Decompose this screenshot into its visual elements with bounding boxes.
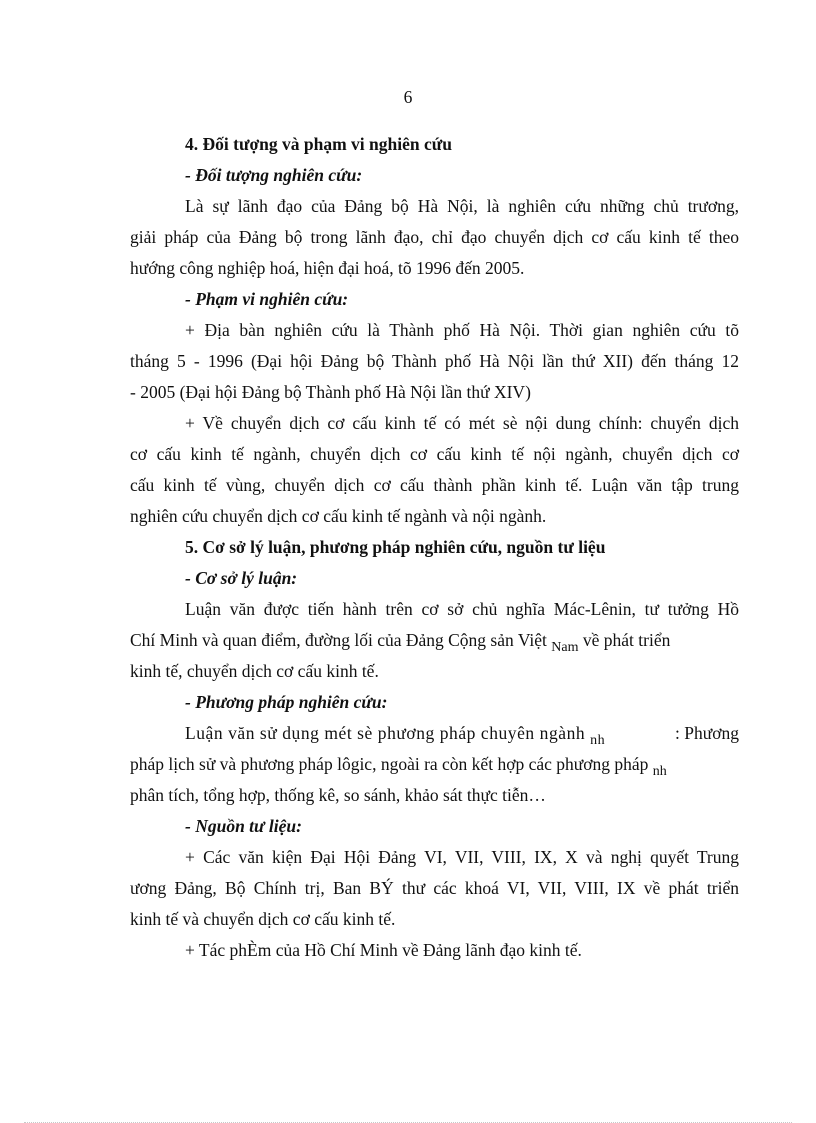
text-span: nh	[652, 764, 667, 779]
paragraph-line: cấu kinh tế vùng, chuyển dịch cơ cấu thành phần kinh tế. Luận văn tập trung	[130, 475, 739, 495]
paragraph-line: kinh tế, chuyển dịch cơ cấu kinh tế.	[130, 661, 379, 681]
text-span: : Phương	[675, 723, 739, 743]
paragraph-line: + Về chuyển dịch cơ cấu kinh tế có mét sè nội dung chính: chuyển dịch	[185, 413, 739, 433]
paragraph-line	[130, 753, 667, 778]
subheading-nguon: - Nguồn tư liệu:	[185, 816, 302, 836]
paragraph-line	[185, 722, 739, 747]
paragraph-line: kinh tế và chuyển dịch cơ cấu kinh tế.	[130, 909, 396, 929]
text-span: Nam	[551, 640, 579, 655]
subheading-doi-tuong: - Đối tượng nghiên cứu:	[185, 165, 363, 185]
paragraph-line: nghiên cứu chuyển dịch cơ cấu kinh tế ngành và nội ngành.	[130, 506, 547, 526]
text-span: Luận văn sử dụng mét sè phương pháp chuyên ngành	[185, 723, 586, 743]
text-span	[185, 722, 605, 747]
paragraph-line: phân tích, tổng hợp, thống kê, so sánh, khảo sát thực tiễn…	[130, 785, 546, 805]
paragraph-line: + Địa bàn nghiên cứu là Thành phố Hà Nội. Thời gian nghiên cứu tõ	[185, 320, 739, 340]
section-heading-5: 5. Cơ sở lý luận, phương pháp nghiên cứu, nguồn tư liệu	[185, 537, 606, 557]
text-span: Chí Minh và quan điểm, đường lối của Đảng Cộng sản Việt	[130, 630, 547, 650]
paragraph-line: giải pháp của Đảng bộ trong lãnh đạo, chỉ đạo chuyển dịch cơ cấu kinh tế theo	[130, 227, 739, 247]
subheading-pham-vi: - Phạm vi nghiên cứu:	[185, 289, 349, 309]
paragraph-line: + Tác phÈm của Hồ Chí Minh về Đảng lãnh đạo kinh tế.	[185, 940, 582, 960]
paragraph-line: + Các văn kiện Đại Hội Đảng VI, VII, VIII, IX, X và nghị quyết Trung	[185, 847, 739, 867]
paragraph-line	[130, 629, 670, 654]
paragraph-line: cơ cấu kinh tế ngành, chuyển dịch cơ cấu kinh tế nội ngành, chuyển dịch cơ	[130, 444, 739, 464]
page-number: 6	[403, 87, 413, 107]
paragraph-line: hướng công nghiệp hoá, hiện đại hoá, tõ 1996 đến 2005.	[130, 258, 525, 278]
paragraph-line: tháng 5 - 1996 (Đại hội Đảng bộ Thành phố Hà Nội lần thứ XII) đến tháng 12	[130, 351, 739, 371]
paragraph-line: Là sự lãnh đạo của Đảng bộ Hà Nội, là nghiên cứu những chủ trương,	[185, 196, 739, 216]
subheading-co-so: - Cơ sở lý luận:	[185, 568, 298, 588]
paragraph-line: Luận văn được tiến hành trên cơ sở chủ nghĩa Mác-Lênin, tư tưởng Hồ	[185, 599, 739, 619]
text-span: nh	[590, 733, 606, 748]
section-heading-4: 4. Đối tượng và phạm vi nghiên cứu	[185, 134, 452, 154]
text-span: về phát triển	[582, 630, 671, 650]
subheading-phuong-phap: - Phương pháp nghiên cứu:	[185, 692, 388, 712]
paragraph-line: - 2005 (Đại hội Đảng bộ Thành phố Hà Nội lần thứ XIV)	[130, 382, 531, 402]
paragraph-line: ương Đảng, Bộ Chính trị, Ban BÝ thư các khoá VI, VII, VIII, IX về phát triển	[130, 878, 739, 898]
text-span: pháp lịch sử và phương pháp lôgic, ngoài ra còn kết hợp các phương pháp	[130, 754, 649, 774]
